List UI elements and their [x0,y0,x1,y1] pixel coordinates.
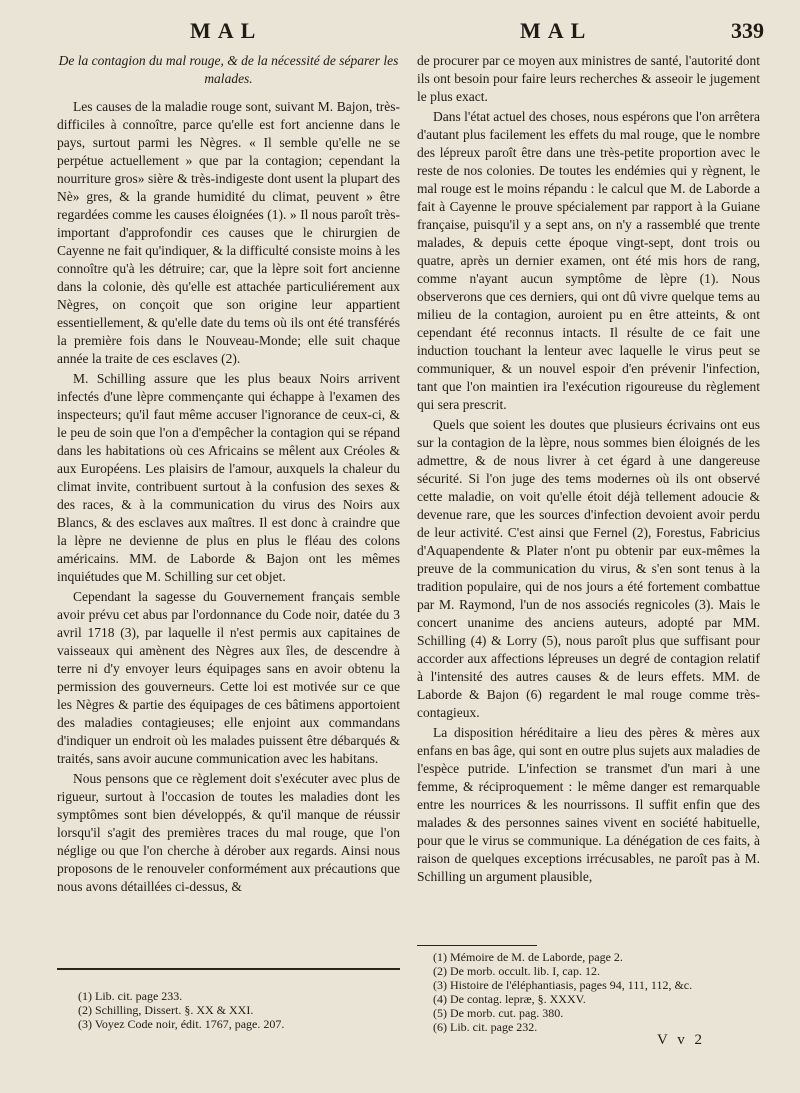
paragraph: Dans l'état actuel des choses, nous espérons que l'on arrêtera d'autant plus facilement les effets du mal rouge, que le nombre des lépreux paroît être dans une très-petite proportion avec le reste de nos colonies. De toutes les endémies qui y règnent, le mal rouge est le moins répandu : le calcul que M. de Laborde a fait à Cayenne le prouve spécialement par rapport à la Guiane française, puisqu'il y a sept ans, on n'y a rassemblé que trente malades, & depuis cette époque vingt-sept, dont trois ou quatre, après un dernier examen, ont été mis hors de rang, comme n'ayant aucun symptôme de lèpre (1). Nous observerons que ces derniers, qui ont dû vivre quelque tems au milieu de la contagion, auroient pu en être atteints, & ont cependant été reconnus intacts. Il résulte de ce fait une induction touchant la lenteur avec laquelle le virus peut se communiquer, & un nouvel espoir d'en prévenir l'infection, tant que l'on maintien ira l'exécution rigoureuse du règlement qui sera prescrit. [417,109,760,412]
paragraph: La disposition héréditaire a lieu des pères & mères aux enfans en bas âge, qui sont en outre plus sujets aux maladies de l'espèce putride. L'infection se transmet d'un mari à une femme, & réciproquement : le même danger est remarquable entre les nourrices & les nourrissons. Il suffit enfin que des malades & des personnes saines vivent en société habituelle, pour que le virus se communique. La dénégation de ces faits, à raison de quelques exceptions irrécusables, ne paroît pas à M. Schilling un argument plausible, [417,725,760,884]
footnote-divider-left [57,968,400,970]
footnote: (5) De morb. cut. pag. 380. [433,1006,564,1020]
running-header [0,18,800,48]
footnote: (2) Schilling, Dissert. §. XX & XXI. [78,1003,254,1017]
footnote: (2) De morb. occult. lib. I, cap. 12. [433,964,600,978]
paragraph: Les causes de la maladie rouge sont, suivant M. Bajon, très-difficiles à connoître, parce qu'elle est fort ancienne dans le pays, surtout parmi les Nègres. « Il semble qu'elle ne se perpétue actuellement » que par la contagion; cependant la nourriture gros» sière & très-indigeste dont usent la plupart des Nè» gres, & la grande humidité du climat, peuvent » être regardées comme les causes éloignées (1). » Il nous paroît très-important d'approfondir ces causes que le chirurgien de Cayenne ne fait qu'indiquer, & la difficulté consiste moins à les connoître qu'à les détruire; car, que la lèpre soit fort ancienne dans la colonie, dès qu'elle est attachée particuliérement aux Nègres, on conçoit que son origine leur appartient essentiellement, & qu'elle date du tems où ils ont été transférés la première fois dans le Nouveau-Monde; elle suit chaque année la traite de ces esclaves (2). [57,99,400,366]
footnote: (3) Histoire de l'éléphantiasis, pages 94, 111, 112, &c. [433,978,693,992]
footnote: (3) Voyez Code noir, édit. 1767, page. 207. [78,1017,285,1031]
page-number: 339 [731,18,764,43]
running-head-left: MAL [190,18,263,43]
footnote: (1) Lib. cit. page 233. [78,989,183,1003]
running-head-right: MAL [520,18,593,43]
footnotes-right [433,950,773,1034]
section-title: De la contagion du mal rouge, & de la nécessité de séparer les malades. [58,53,399,86]
paragraph: Quels que soient les doutes que plusieurs écrivains ont eus sur la contagion de la lèpre, nous sommes bien éloignés de les admettre, & de nous livrer à cet égard à une dangereuse sécurité. Si l'on juge des tems modernes où ils ont observé cette maladie, on voit qu'elle étoit déjà tellement adoucie & devenue rare, que les sources d'infection devoient avoir perdu de leur activité. C'est ainsi que Fernel (2), Forestus, Fabricius d'Aquapendente & Plater n'ont pu obtenir par eux-mêmes la preuve de la communication du virus, & s'en sont tenus à la tradition populaire, qui de nos jours a été fortement combattue par M. Raymond, l'un de nos associés regnicoles (3). Mais le concert unanime des anciens auteurs, adopté par MM. Schilling (4) & Lorry (5), nous paroît plus que suffisant pour accorder aux affections lépreuses un degré de contagion relatif à l'intensité des autres causes & de leurs effets. MM. de Laborde & Bajon (6) regardent le mal rouge comme très-contagieux. [417,417,760,720]
footnote: (4) De contag. lepræ, §. XXXV. [433,992,586,1006]
footnotes-left [78,989,398,1031]
signature-mark: V v 2 [656,1032,705,1048]
paragraph: Nous pensons que ce règlement doit s'exécuter avec plus de rigueur, surtout à l'occasion de toutes les maladies dont les symptômes sont bien développés, & qu'il manque de réussir lorsqu'il s'agit des premières traces du mal rouge, que l'on néglige ou que l'on cherche à dérober aux regards. Ainsi nous proposons de le renouveler conformément aux précautions que nous avons détaillées ci-dessus, & [57,771,400,894]
footnote: (1) Mémoire de M. de Laborde, page 2. [433,950,623,964]
left-column [57,52,400,898]
footnote-divider-right [417,945,537,946]
footnote: (6) Lib. cit. page 232. [433,1020,538,1034]
paragraph: M. Schilling assure que les plus beaux Noirs arrivent infectés d'une lèpre commençante qui échappe à l'examen des inspecteurs; qu'il faut même accuser l'ignorance de ceux-ci, & le peu de soin que l'on a d'empêcher la contagion qui se répand dans les habitations où ces Africains se mêlent aux Créoles & aux Européens. Les plaisirs de l'amour, auxquels la chaleur du climat invite, contribuent surtout à la confusion des sexes & des races, & à la communication du virus des Noirs aux Blancs, & des esclaves aux maîtres. Il est donc à craindre que la lèpre ne devienne de plus en plus le fléau des colons américains. MM. de Laborde & Bajon ont les mêmes inquiétudes que M. Schilling sur cet objet. [57,371,400,584]
paragraph-continuation: de procurer par ce moyen aux ministres de santé, l'autorité dont ils ont besoin pour faire leurs recherches & asseoir le jugement le plus exact. [417,53,760,104]
right-column [417,52,760,888]
paragraph: Cependant la sagesse du Gouvernement français semble avoir prévu cet abus par l'ordonnance du Code noir, datée du 3 avril 1718 (3), par laquelle il n'est permis aux capitaines de vaisseaux qui amènent des Nègres aux îles, de descendre à terre ni d'y envoyer leurs équipages sans en avoir obtenu la permission des gouverneurs. Cette loi est motivée sur ce que les Nègres & partie des équipages de ces bâtimens apportoient des maladies contagieuses; elle enjoint aux commandans d'indiquer un endroit où les malades puissent être débarqués & traités, sans avoir aucune communication avec les habitans. [57,589,400,766]
